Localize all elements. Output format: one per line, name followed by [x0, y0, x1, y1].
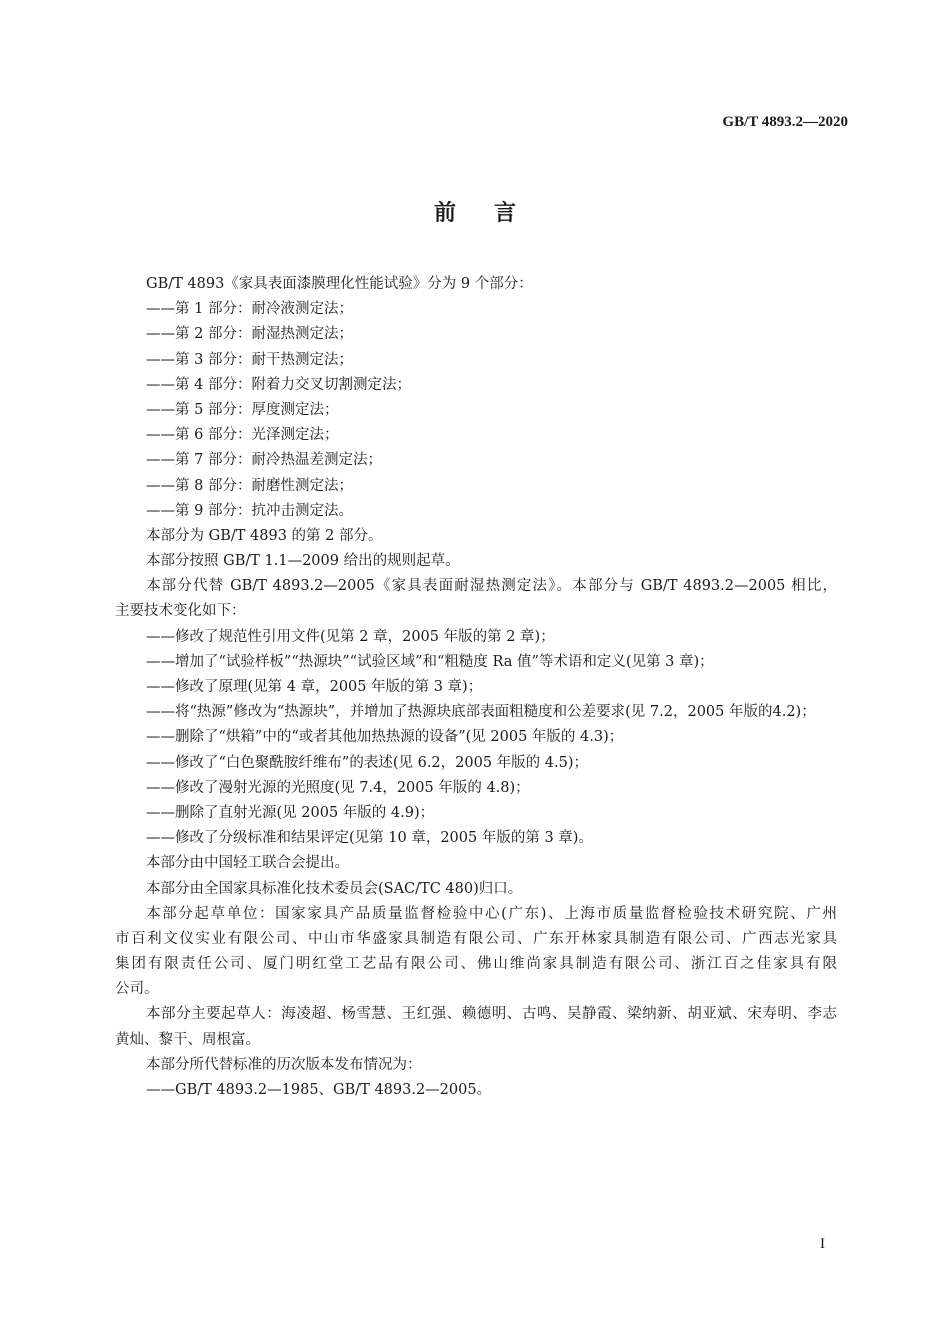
paragraph: [115, 1053, 837, 1078]
document-body: [115, 272, 837, 1103]
text-line: 本部分所代替标准的历次版本发布情况为：: [146, 1056, 422, 1073]
paragraph: [115, 474, 837, 499]
text-line: ——删除了直射光源(见 2005 年版的 4.9)；: [146, 804, 435, 821]
text-line: 公司。: [115, 981, 159, 998]
page-number: I: [820, 1236, 825, 1252]
text-line: 黄灿、黎干、周根富。: [115, 1031, 260, 1048]
paragraph: [115, 776, 837, 801]
text-line: ——第 4 部分：附着力交叉切割测定法；: [146, 376, 411, 393]
paragraph: [115, 902, 837, 1003]
paragraph: [115, 549, 837, 574]
text-line: 本部分由全国家具标准化技术委员会(SAC/TC 480)归口。: [146, 880, 523, 897]
text-line: 市百利文仪实业有限公司、中山市华盛家具制造有限公司、广东开林家具制造有限公司、广西志光家具: [115, 930, 837, 947]
paragraph: [115, 272, 837, 297]
text-line: ——修改了原理(见第 4 章，2005 年版的第 3 章)；: [146, 679, 483, 695]
text-line: GB/T 4893《家具表面漆膜理化性能试验》分为 9 个部分：: [146, 276, 533, 292]
paragraph: [115, 725, 837, 750]
paragraph: [115, 700, 837, 725]
paragraph: [115, 524, 837, 549]
paragraph: [115, 826, 837, 851]
paragraph: [115, 1078, 837, 1103]
text-line: 本部分代替 GB/T 4893.2—2005《家具表面耐湿热测定法》。本部分与 GB/T 4893.2—2005 相比，: [146, 578, 837, 595]
text-line: ——修改了“白色聚酰胺纤维布”的表述(见 6.2，2005 年版的 4.5)；: [146, 754, 588, 771]
paragraph: [115, 398, 837, 423]
text-line: ——GB/T 4893.2—1985、GB/T 4893.2—2005。: [146, 1082, 492, 1098]
paragraph: [115, 348, 837, 373]
paragraph: [115, 448, 837, 473]
paragraph: [115, 851, 837, 876]
paragraph: [115, 675, 837, 700]
text-line: 本部分为 GB/T 4893 的第 2 部分。: [146, 527, 383, 544]
text-line: ——修改了漫射光源的光照度(见 7.4，2005 年版的 4.8)；: [146, 779, 530, 796]
paragraph: [115, 1002, 837, 1052]
text-line: ——第 3 部分：耐干热测定法；: [146, 351, 353, 368]
paragraph: [115, 801, 837, 826]
text-line: ——第 6 部分：光泽测定法；: [146, 427, 339, 444]
text-line: ——第 5 部分：厚度测定法；: [146, 401, 339, 418]
text-line: ——第 8 部分：耐磨性测定法；: [146, 477, 353, 494]
text-line: ——第 1 部分：耐冷液测定法；: [146, 301, 353, 318]
paragraph: [115, 499, 837, 524]
text-line: ——第 2 部分：耐湿热测定法；: [146, 326, 353, 343]
page-title: 前言: [433, 201, 554, 226]
paragraph: [115, 373, 837, 398]
paragraph: [115, 650, 837, 675]
text-line: 主要技术变化如下：: [115, 603, 246, 620]
text-line: 本部分主要起草人：海凌超、杨雪慧、王红强、赖德明、古鸣、吴静霞、梁纳新、胡亚斌、宋寿明、李志: [146, 1006, 837, 1023]
text-line: ——修改了规范性引用文件(见第 2 章，2005 年版的第 2 章)；: [146, 628, 555, 645]
paragraph: [115, 297, 837, 322]
paragraph: [115, 574, 837, 624]
standard-number-header: GB/T 4893.2—2020: [722, 114, 848, 130]
text-line: ——修改了分级标准和结果评定(见第 10 章，2005 年版的第 3 章)。: [146, 830, 593, 847]
text-line: ——第 7 部分：耐冷热温差测定法；: [146, 452, 382, 469]
paragraph: [115, 751, 837, 776]
paragraph: [115, 423, 837, 448]
text-line: ——增加了“试验样板”“热源块”“试验区域”和“粗糙度 Ra 值”等术语和定义(见第 3 章)；: [146, 653, 714, 670]
text-line: ——将“热源”修改为“热源块”，并增加了热源块底部表面粗糙度和公差要求(见 7.2，2005 年版的4.2)；: [146, 704, 816, 721]
text-line: ——删除了“烘箱”中的“或者其他加热热源的设备”(见 2005 年版的 4.3)；: [146, 729, 624, 746]
paragraph: [115, 877, 837, 902]
paragraph: [115, 625, 837, 650]
text-line: 集团有限责任公司、厦门明红堂工艺品有限公司、佛山维尚家具制造有限公司、浙江百之佳家具有限: [115, 956, 837, 973]
text-line: 本部分按照 GB/T 1.1—2009 给出的规则起草。: [146, 553, 460, 570]
text-line: 本部分起草单位：国家家具产品质量监督检验中心(广东)、上海市质量监督检验技术研究院、广州: [146, 905, 837, 922]
text-line: 本部分由中国轻工联合会提出。: [146, 855, 349, 872]
text-line: ——第 9 部分：抗冲击测定法。: [146, 502, 353, 519]
paragraph: [115, 322, 837, 347]
